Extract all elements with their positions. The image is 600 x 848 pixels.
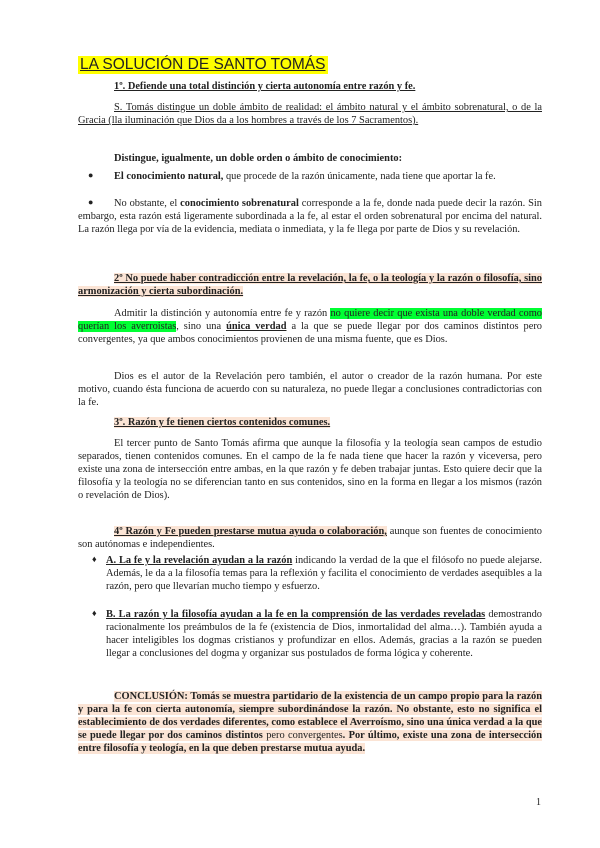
section-2-heading: 2º No puede haber contradicción entre la revelación, la fe, o la teología y la razón o filosofía, sino armonización y cierta subordinación. [78, 273, 542, 297]
section-4-item-a: A. La fe y la revelación ayudan a la razón indicando la verdad de la que el filósofo no puede alejarse. Además, le da a la filosofía temas para la reflexión y facilita el conocimiento de verdades asequibles a la razón, pero que llevarían mucho tiempo y esfuerzo. [106, 555, 542, 592]
section-2-paragraph-1: Admitir la distinción y autonomía entre fe y razón no quiere decir que exista una doble verdad como querían los averroistas, sino una única verdad a la que se puede llegar por dos caminos distintos pero convergentes, ya que ambos conocimientos provienen de una misma fuente, que es Dios. [78, 308, 542, 345]
page-number: 1 [536, 797, 541, 808]
section-2-paragraph-2: Dios es el autor de la Revelación pero también, el autor o creador de la razón humana. Por este motivo, cuando ésta funciona de acuerdo con su naturaleza, no puede llegar a conclusiones contradictorias con la fe. [78, 371, 542, 408]
diamond-bullet-icon: ♦ [92, 554, 97, 564]
diamond-bullet-icon: ♦ [92, 608, 97, 618]
section-1-paragraph-1: S. Tomás distingue un doble ámbito de realidad: el ámbito natural y el ámbito sobrenatural, o de la Gracia (lla iluminación que Dios da a los hombres a través de los 7 Sacramentos). [78, 102, 542, 126]
section-3-heading: 3º. Razón y fe tienen ciertos contenidos comunes. [114, 417, 331, 428]
section-1-paragraph-2: Distingue, igualmente, un doble orden o ámbito de conocimiento: [114, 153, 403, 164]
section-1-bullet-1: El conocimiento natural, que procede de la razón únicamente, nada tiene que aportar la fe. [114, 171, 496, 182]
section-4-item-b: B. La razón y la filosofía ayudan a la fe en la comprensión de las verdades reveladas demostrando racionalmente los preámbulos de la fe (existencia de Dios, inmortalidad del alma…). También ayuda a hacer inteligibles los dogmas cristianos y profundizar en ellos. Además, gracias a la razón se pueden llegar a conclusiones del dogma y organizar sus postulados de forma lógica y coherente. [106, 609, 542, 659]
section-3-paragraph: El tercer punto de Santo Tomás afirma que aunque la filosofía y la teología sean campos de estudio separados, tienen contenidos comunes. En el campo de la fe nada tiene que hacer la razón y viceversa, pero existe una zona de intersección entre ambas, en la que razón y fe deben trabajar juntas. Esto quiere decir que la filosofía y la teología no se diferencian tanto en sus contenidos, sino en la forma en llegar a los mismos (razón o revelación de Dios). [78, 438, 542, 501]
bullet-icon: ● [88, 197, 94, 207]
document-title: LA SOLUCIÓN DE SANTO TOMÁS [80, 56, 326, 73]
section-1-heading: 1º. Defiende una total distinción y cierta autonomía entre razón y fe. [114, 81, 416, 92]
conclusion-paragraph: CONCLUSIÓN: Tomás se muestra partidario de la existencia de un campo propio para la razón y para la fe con cierta autonomía, siempre subordinándose la razón. No obstante, esto no significa el establecimiento de dos verdades diferentes, como establece el Averroísmo, sino una única verdad a la que se puede llegar por dos caminos distintos pero convergentes. Por último, existe una zona de intersección entre filosofía y teología, en la que deben prestarse mutua ayuda. [78, 691, 542, 754]
section-4-heading: 4º Razón y Fe pueden prestarse mutua ayuda o colaboración, aunque son fuentes de conocimiento son autónomas e independientes. [78, 526, 543, 550]
section-1-bullet-2: No obstante, el conocimiento sobrenatural corresponde a la fe, donde nada puede decir la razón. Sin embargo, esta razón está ligeramente subordinada a la fe, al estar el orden sobrenatural por encima del natural. La razón llega por vía de la evidencia, mediata o inmediata, y la fe llega por parte de Dios y su revelación. [78, 198, 542, 235]
bullet-icon: ● [88, 170, 94, 180]
